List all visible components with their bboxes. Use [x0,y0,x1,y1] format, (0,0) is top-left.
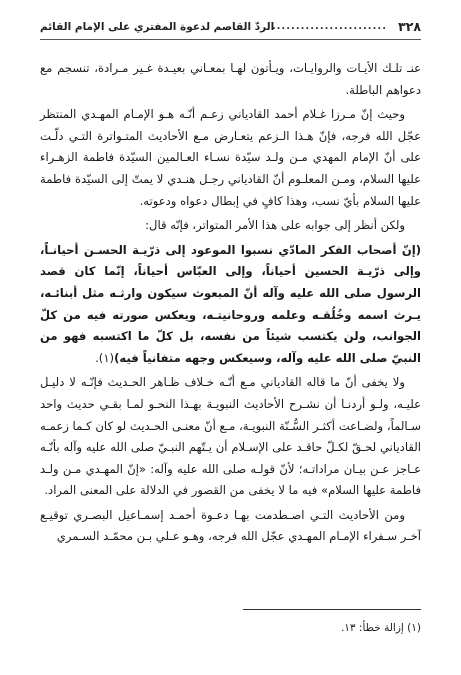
header-leader-dots: ........................ [271,21,387,32]
quotation-text: (إنّ أصحاب الفكر المادّي نسبوا الموعود إلى ذرّيـة الحسـن أحيانـاً، وإلى ذرّيـة الحسين أحياناً، وإلى العبّاس أحياناً، إنّما كان قصد الرسول صلى الله عليه وآله أنّ المبعوث سيكون وارثـه مثل أبنائـه، يـرث اسمه وخُلُقـه وعلمه وروحانيتـه، ويعكس صورته فيه من كلّ الجوانب، ولن يكتسب شيئاً من نفسه، بل كلّ ما اكتسبه فهو من النبيّ صلى الله عليه وآله، وسيعكس وجهه متفانياً فيه) [40,242,421,365]
footnote-divider [243,609,421,610]
quotation [40,240,421,370]
page-number: ٣٢٨ [398,19,421,34]
header-divider [40,39,421,40]
footnote: (١) إزالة خطأ: ١٣. [340,622,421,634]
paragraph-4: ولا يخفى أنّ ما قاله القادياني مـع أنّـه خـلاف ظـاهر الحـديث فإنّـه لا دليـل عليـه، ولـو أردنـا أن نشـرح الأحاديث النبويـة بهـذا النحـو لمـا بقـي حديث واحد سـالماً، ولضـاعت أكثـر السُّـنّة النبويـة، مـع أنّ معنـى الحـديث لو كان كـما زعمـه القادياني لحـقّ لكـلّ حاقـد على الإسـلام أن يـتّهم النبـيّ صلى الله عليه وآله بأنّـه عـاجز عـن بيـان مراداتـه؛ لأنّ قولـه صلى الله عليه وآله: «إنّ المهـدي مـن ولـد فاطمة عليها السلام» فيه ما لا يخفى من القصور في الدلالة على المعنى المراد. [40,375,421,498]
paragraph-3: ولكن أنظر إلى جوابه على هذا الأمر المتواتر، فإنّه قال: [145,218,405,233]
paragraph-2: وحيث إنّ مـرزا غـلام أحمد القادياني زعـم أنّـه هـو الإمـام المهـدي المنتظر عجّل الله فرجه، فإنّ هـذا الـزعم يتعـارض مـع الأحاديث المتـواترة التـي دلّـت على أنّ الإمام المهدي مـن ولـد سيّدة نسـاء العـالمين السيّدة فاطمة الزهـراء عليها السلام، ومـن المعلـوم أنّ القادياني رجـل هنـدي لا يمتّ إلى السيّدة فاطمة عليها السلام بأيّ نسب، وهذا كافٍ في إبطال دعواه ودعوته. [40,107,421,208]
page-body [40,58,421,551]
running-title: الردّ القاصم لدعوة المفتري على الإمام القائم [40,21,275,33]
running-header [40,18,421,36]
quotation-end: . [95,350,99,365]
paragraph-5: ومن الأحاديث التـي اصـطدمت بهـا دعـوة أحمـد إسمـاعيل البصـري توقيـع آخـر سـفراء الإمـام المهـدي عجّل الله فرجه، وهـو عـلي بـن محمّـد السـمري [40,507,421,544]
footnote-marker: (١) [98,350,115,365]
paragraph-1: عنـ تلـك الأيـات والروايـات، ويـأتون لهـا بمعـاني بعيـدة غـير مـرادة، تنسجم مع دعواهم الباطلة. [40,61,421,97]
